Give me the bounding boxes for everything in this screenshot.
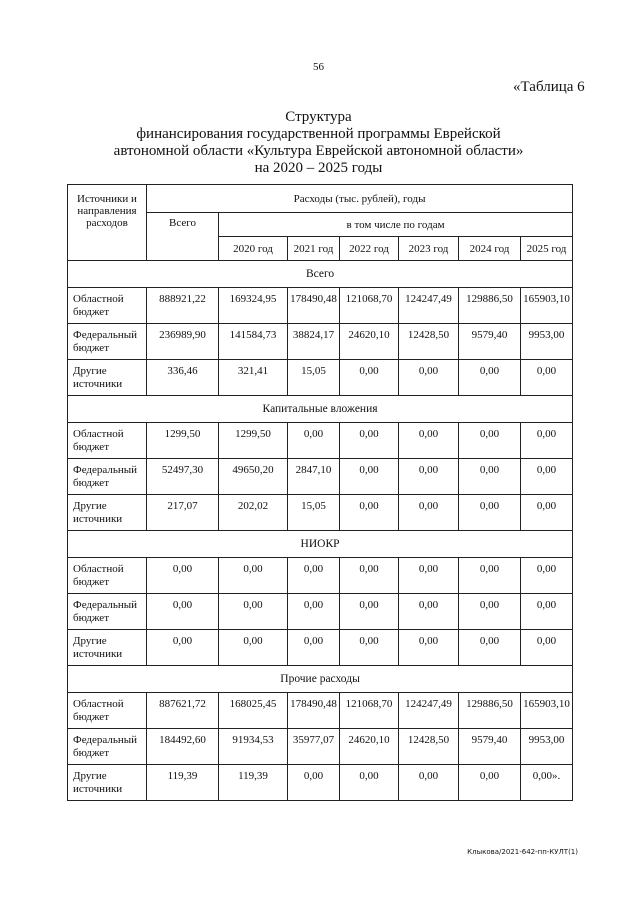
row-label: Другие источники <box>68 630 147 666</box>
financing-table <box>67 184 573 801</box>
cell-year-value: 0,00 <box>459 594 521 630</box>
cell-year-value: 0,00 <box>288 558 340 594</box>
page-number: 56 <box>313 61 324 73</box>
cell-year-value: 0,00 <box>219 558 288 594</box>
cell-year-value: 168025,45 <box>219 693 288 729</box>
cell-year-value: 0,00 <box>399 558 459 594</box>
cell-year-value: 9953,00 <box>521 324 573 360</box>
row-label: Областной бюджет <box>68 558 147 594</box>
cell-year-value: 0,00 <box>340 495 399 531</box>
cell-year-value: 0,00 <box>521 594 573 630</box>
header-by-years: в том числе по годам <box>219 213 573 237</box>
cell-year-value: 0,00 <box>399 459 459 495</box>
cell-total: 119,39 <box>147 765 219 801</box>
cell-year-value: 178490,48 <box>288 288 340 324</box>
table-row <box>68 423 573 459</box>
header-year: 2020 год <box>219 237 288 261</box>
cell-year-value: 0,00 <box>399 594 459 630</box>
cell-year-value: 165903,10 <box>521 288 573 324</box>
row-label: Федеральный бюджет <box>68 324 147 360</box>
row-label: Федеральный бюджет <box>68 594 147 630</box>
header-year: 2021 год <box>288 237 340 261</box>
cell-year-value: 12428,50 <box>399 729 459 765</box>
cell-year-value: 141584,73 <box>219 324 288 360</box>
table-row <box>68 459 573 495</box>
cell-year-value: 0,00 <box>521 360 573 396</box>
cell-year-value: 0,00 <box>399 423 459 459</box>
title-line: на 2020 – 2025 годы <box>254 160 383 176</box>
cell-year-value: 0,00 <box>459 423 521 459</box>
cell-year-value: 0,00 <box>459 495 521 531</box>
cell-year-value: 0,00 <box>340 765 399 801</box>
cell-total: 888921,22 <box>147 288 219 324</box>
cell-year-value: 24620,10 <box>340 729 399 765</box>
cell-year-value: 24620,10 <box>340 324 399 360</box>
cell-year-value: 0,00 <box>399 360 459 396</box>
cell-year-value: 0,00 <box>340 594 399 630</box>
cell-total: 336,46 <box>147 360 219 396</box>
section-row <box>68 261 573 288</box>
table-row <box>68 729 573 765</box>
cell-total: 887621,72 <box>147 693 219 729</box>
cell-year-value: 119,39 <box>219 765 288 801</box>
section-row <box>68 666 573 693</box>
cell-year-value: 15,05 <box>288 360 340 396</box>
section-title: Всего <box>68 261 573 288</box>
cell-year-value: 9579,40 <box>459 729 521 765</box>
cell-year-value: 0,00 <box>459 459 521 495</box>
table-row <box>68 765 573 801</box>
row-label: Федеральный бюджет <box>68 459 147 495</box>
row-label: Другие источники <box>68 495 147 531</box>
table-row <box>68 630 573 666</box>
cell-total: 0,00 <box>147 558 219 594</box>
row-label: Другие источники <box>68 360 147 396</box>
header-sources: Источники и направления расходов <box>68 185 147 261</box>
table-row <box>68 360 573 396</box>
cell-year-value: 12428,50 <box>399 324 459 360</box>
table-row <box>68 495 573 531</box>
cell-year-value: 0,00 <box>340 423 399 459</box>
cell-year-value: 0,00 <box>340 558 399 594</box>
cell-year-value: 0,00 <box>340 630 399 666</box>
cell-year-value: 0,00 <box>399 495 459 531</box>
cell-year-value: 0,00 <box>521 630 573 666</box>
cell-total: 52497,30 <box>147 459 219 495</box>
row-label: Областной бюджет <box>68 288 147 324</box>
table-row <box>68 693 573 729</box>
cell-total: 184492,60 <box>147 729 219 765</box>
cell-year-value: 0,00 <box>399 630 459 666</box>
cell-year-value: 121068,70 <box>340 288 399 324</box>
cell-year-value: 0,00 <box>288 630 340 666</box>
header-year: 2025 год <box>521 237 573 261</box>
cell-year-value: 0,00 <box>521 558 573 594</box>
section-row <box>68 396 573 423</box>
table-row <box>68 288 573 324</box>
cell-year-value: 124247,49 <box>399 288 459 324</box>
cell-year-value: 9579,40 <box>459 324 521 360</box>
title-line: Структура <box>285 109 352 125</box>
footer-file-reference: Клыкова/2021-642-пп-КУЛТ(1) <box>467 848 578 856</box>
cell-year-value: 0,00 <box>521 495 573 531</box>
cell-year-value: 0,00». <box>521 765 573 801</box>
title-line: финансирования государственной программы Еврейской <box>136 126 501 142</box>
cell-year-value: 0,00 <box>459 765 521 801</box>
cell-total: 1299,50 <box>147 423 219 459</box>
header-total: Всего <box>147 213 219 261</box>
cell-year-value: 0,00 <box>219 630 288 666</box>
cell-year-value: 0,00 <box>340 360 399 396</box>
cell-year-value: 121068,70 <box>340 693 399 729</box>
cell-year-value: 0,00 <box>288 765 340 801</box>
cell-year-value: 0,00 <box>399 765 459 801</box>
cell-year-value: 15,05 <box>288 495 340 531</box>
cell-year-value: 0,00 <box>219 594 288 630</box>
header-year: 2023 год <box>399 237 459 261</box>
cell-year-value: 321,41 <box>219 360 288 396</box>
section-title: Прочие расходы <box>68 666 573 693</box>
cell-year-value: 0,00 <box>459 558 521 594</box>
cell-year-value: 1299,50 <box>219 423 288 459</box>
section-title: НИОКР <box>68 531 573 558</box>
cell-year-value: 129886,50 <box>459 693 521 729</box>
section-row <box>68 531 573 558</box>
cell-year-value: 9953,00 <box>521 729 573 765</box>
table-row <box>68 594 573 630</box>
cell-year-value: 124247,49 <box>399 693 459 729</box>
cell-year-value: 0,00 <box>288 594 340 630</box>
cell-year-value: 35977,07 <box>288 729 340 765</box>
cell-total: 0,00 <box>147 594 219 630</box>
cell-year-value: 49650,20 <box>219 459 288 495</box>
title-line: автономной области «Культура Еврейской автономной области» <box>113 143 524 159</box>
section-title: Капитальные вложения <box>68 396 573 423</box>
cell-year-value: 169324,95 <box>219 288 288 324</box>
cell-year-value: 2847,10 <box>288 459 340 495</box>
cell-year-value: 202,02 <box>219 495 288 531</box>
table-reference: «Таблица 6 <box>513 79 585 95</box>
row-label: Федеральный бюджет <box>68 729 147 765</box>
cell-year-value: 38824,17 <box>288 324 340 360</box>
cell-year-value: 178490,48 <box>288 693 340 729</box>
cell-year-value: 129886,50 <box>459 288 521 324</box>
cell-year-value: 0,00 <box>459 630 521 666</box>
row-label: Областной бюджет <box>68 693 147 729</box>
table-row <box>68 558 573 594</box>
cell-year-value: 91934,53 <box>219 729 288 765</box>
cell-year-value: 0,00 <box>459 360 521 396</box>
table-row <box>68 324 573 360</box>
cell-year-value: 165903,10 <box>521 693 573 729</box>
cell-total: 217,07 <box>147 495 219 531</box>
cell-year-value: 0,00 <box>340 459 399 495</box>
cell-year-value: 0,00 <box>521 423 573 459</box>
document-title <box>0 109 637 177</box>
header-year: 2024 год <box>459 237 521 261</box>
cell-total: 236989,90 <box>147 324 219 360</box>
row-label: Областной бюджет <box>68 423 147 459</box>
cell-year-value: 0,00 <box>521 459 573 495</box>
row-label: Другие источники <box>68 765 147 801</box>
header-year: 2022 год <box>340 237 399 261</box>
cell-year-value: 0,00 <box>288 423 340 459</box>
header-expenses: Расходы (тыс. рублей), годы <box>147 185 573 213</box>
cell-total: 0,00 <box>147 630 219 666</box>
